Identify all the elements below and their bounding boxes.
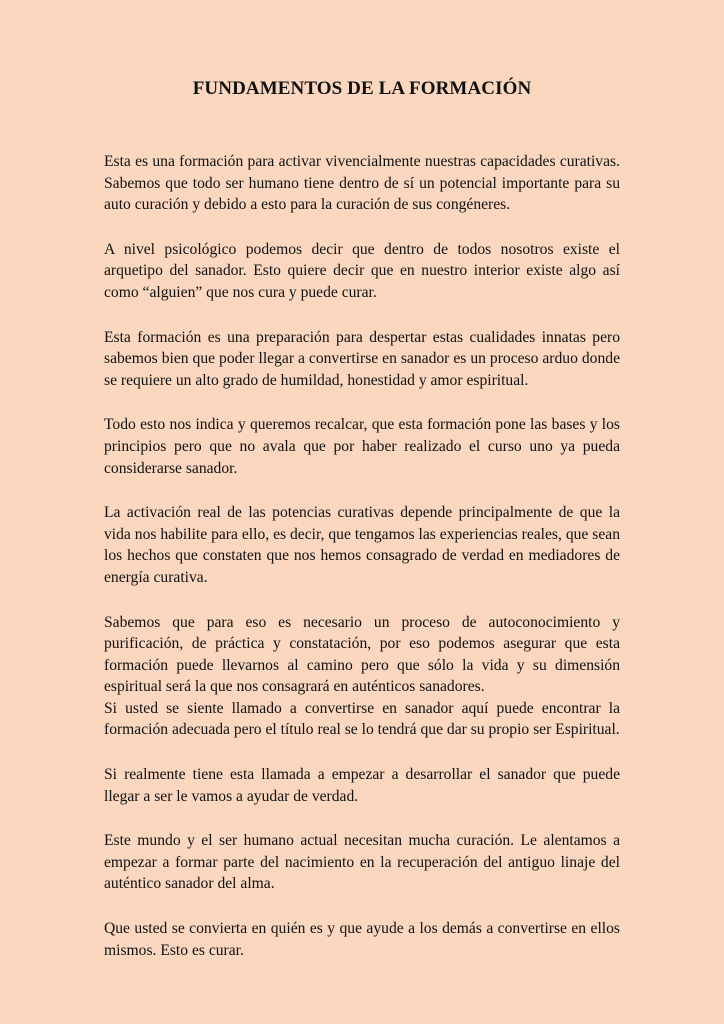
paragraph-5: La activación real de las potencias curativas depende principalmente de que la vida nos habilite para ello, es decir, que tengamos las experiencias reales, que sean los hechos que constaten que nos hemos consagrado de verdad en mediadores de energía curativa. (104, 504, 620, 586)
document-body (104, 151, 620, 984)
paragraph-2: A nivel psicológico podemos decir que dentro de todos nosotros existe el arquetipo del sanador. Esto quiere decir que en nuestro interior existe algo así como “alguien” que nos cura y puede curar. (104, 240, 620, 301)
paragraph-3: Esta formación es una preparación para despertar estas cualidades innatas pero sabemos bien que poder llegar a convertirse en sanador es un proceso arduo donde se requiere un alto grado de humildad, honestidad y amor espiritual. (104, 328, 620, 389)
paragraph-7: Si usted se siente llamado a convertirse en sanador aquí puede encontrar la formación adecuada pero el título real se lo tendrá que dar su propio ser Espiritual. (104, 699, 620, 739)
paragraph-8: Si realmente tiene esta llamada a empezar a desarrollar el sanador que puede llegar a ser le vamos a ayudar de verdad. (104, 766, 620, 805)
paragraph-6: Sabemos que para eso es necesario un proceso de autoconocimiento y purificación, de práctica y constatación, por eso podemos asegurar que esta formación puede llevarnos al camino pero que sólo la vida y su dimensión espiritual será la que nos consagrará en auténticos sanadores. (104, 613, 620, 696)
paragraph-4: Todo esto nos indica y queremos recalcar, que esta formación pone las bases y los principios pero que no avala que por haber realizado el curso uno ya pueda considerarse sanador. (104, 416, 620, 477)
page-title: FUNDAMENTOS DE LA FORMACIÓN (192, 78, 532, 99)
paragraph-9: Este mundo y el ser humano actual necesitan mucha curación. Le alentamos a empezar a formar parte del nacimiento en la recuperación del antiguo linaje del auténtico sanador del alma. (104, 832, 620, 893)
paragraph-10: Que usted se convierta en quién es y que ayude a los demás a convertirse en ellos mismos. Esto es curar. (104, 920, 620, 959)
paragraph-1: Esta es una formación para activar vivencialmente nuestras capacidades curativas. Sabemos que todo ser humano tiene dentro de sí un potencial importante para su auto curación y debido a esto para la curación de sus congéneres. (104, 153, 620, 214)
